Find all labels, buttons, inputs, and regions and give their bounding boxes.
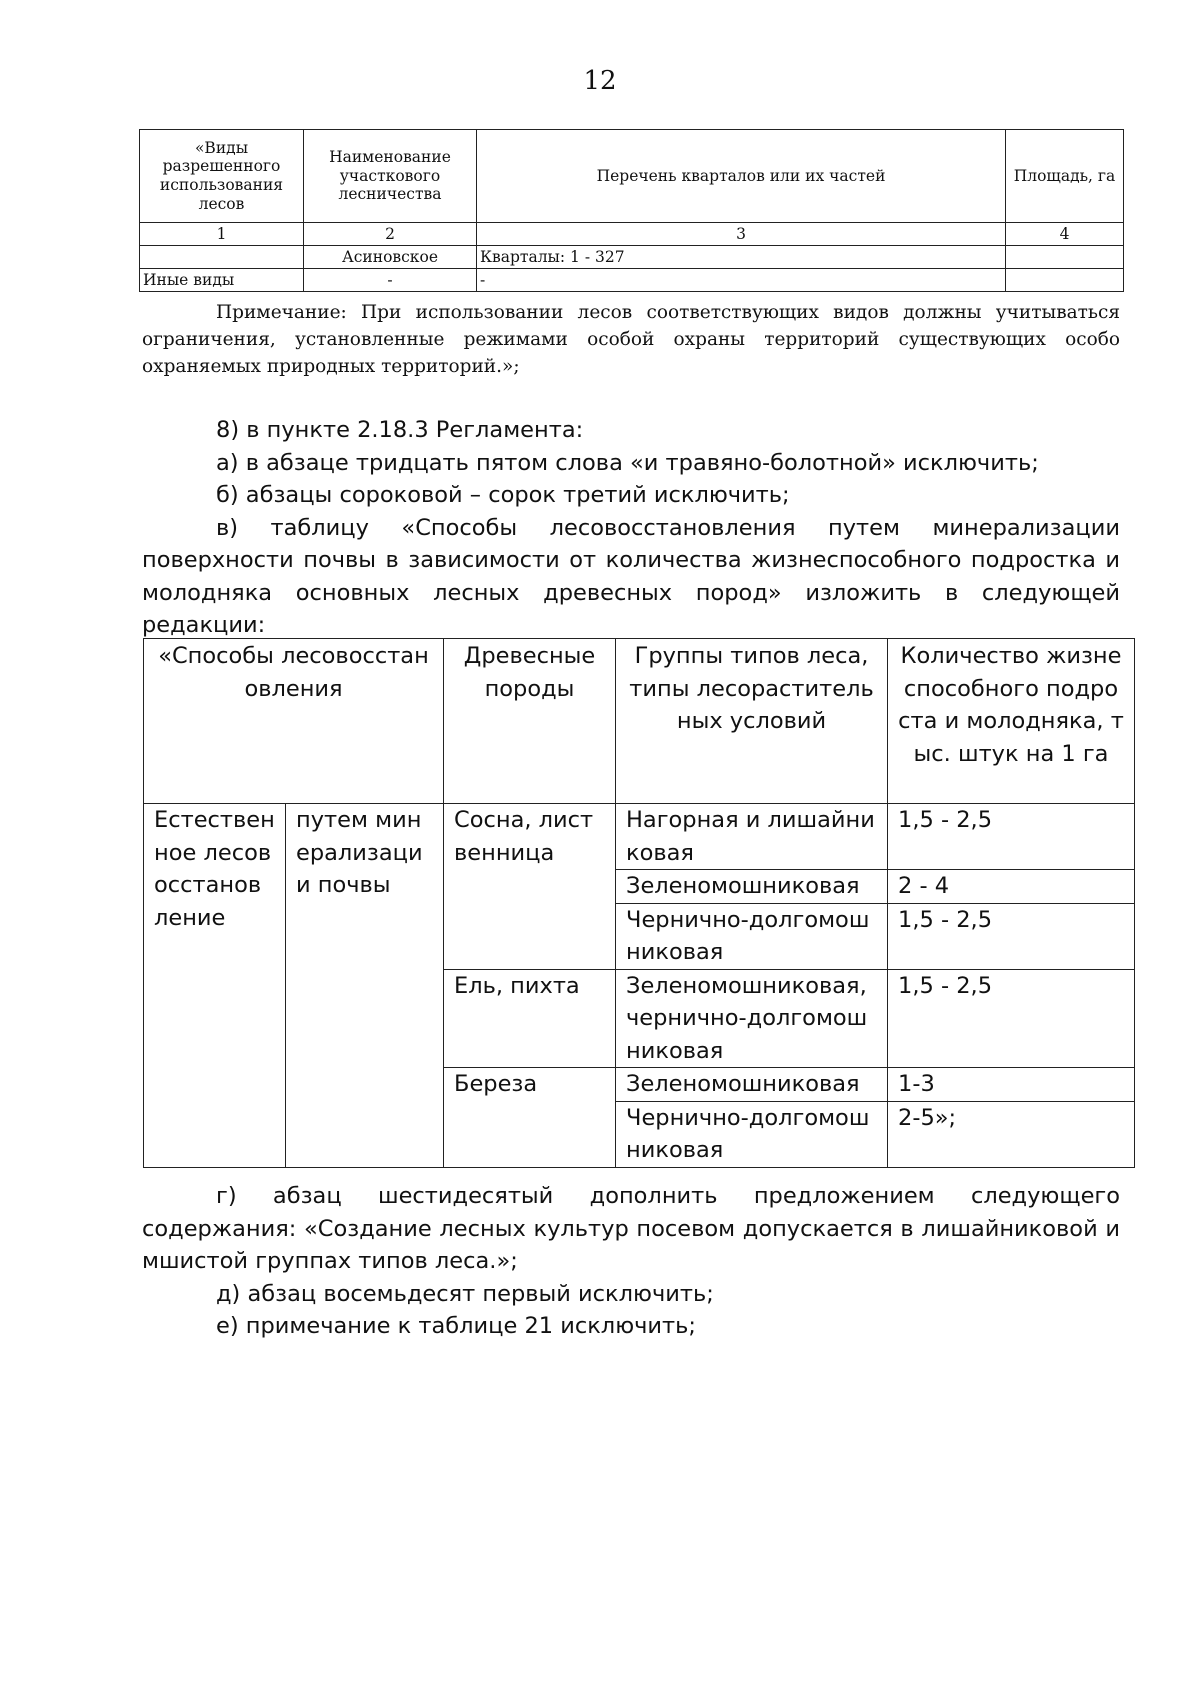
header-species: Древесные породы	[444, 639, 616, 804]
header-quantity: Количество жизнеспособного подроста и молодняка, тыс. штук на 1 га	[888, 639, 1135, 804]
quantity-cell: 1,5 - 2,5	[888, 969, 1135, 1068]
column-numbers-row	[140, 223, 1124, 246]
method-natural: Естественное лесовосстановление	[144, 804, 286, 1168]
forest-type-cell: Нагорная и лишайниковая	[616, 804, 888, 870]
quantity-cell: 1-3	[888, 1068, 1135, 1102]
paragraph-e: е) примечание к таблице 21 исключить;	[216, 1313, 696, 1339]
header-forest-types: Группы типов леса, типы лесорастительных условий	[616, 639, 888, 804]
reforestation-methods-table	[143, 638, 1135, 1168]
forest-use-table	[139, 129, 1124, 292]
paragraph-a: а) в абзаце тридцать пятом слова «и травяно-болотной» исключить;	[216, 449, 1039, 476]
paragraph-v-line1: в) таблицу «Способы лесовосстановления путем минерализации	[216, 514, 1120, 541]
table-row	[140, 269, 1124, 292]
species-cell: Береза	[444, 1068, 616, 1168]
header-methods: «Способы лесовосстановления	[144, 639, 444, 804]
table-row	[144, 804, 1135, 870]
forest-type-cell: Чернично-долгомошниковая	[616, 903, 888, 969]
table-cell: Кварталы: 1 - 327	[477, 246, 1006, 269]
header-area: Площадь, га	[1006, 130, 1124, 223]
table-header-row	[144, 639, 1135, 804]
method-mineralization: путем минерализации почвы	[286, 804, 444, 1168]
quantity-cell: 1,5 - 2,5	[888, 804, 1135, 870]
table-header-row	[140, 130, 1124, 223]
paragraph-v-line4: редакции:	[142, 612, 266, 638]
col-number: 1	[140, 223, 304, 246]
table-cell: Иные виды	[140, 269, 304, 292]
amendments-block-2	[142, 1180, 1120, 1343]
paragraph-v-line3: молодняка основных лесных древесных пород» изложить в следующей	[142, 579, 1120, 606]
paragraph-8: 8) в пункте 2.18.3 Регламента:	[216, 417, 584, 443]
table-cell: -	[304, 269, 477, 292]
forest-type-cell: Зеленомошниковая, чернично-долгомошниковая	[616, 969, 888, 1068]
page-number: 12	[583, 66, 617, 96]
quantity-cell: 2 - 4	[888, 870, 1135, 904]
table-cell: Асиновское	[304, 246, 477, 269]
forest-type-cell: Зеленомошниковая	[616, 870, 888, 904]
col-number: 2	[304, 223, 477, 246]
paragraph-b: б) абзацы сороковой – сорок третий исключить;	[216, 482, 790, 508]
species-cell: Сосна, лиственница	[444, 804, 616, 970]
paragraph-g-rest: содержания: «Создание лесных культур посевом допускается в лишайниковой и мшистой группах типов леса.»;	[142, 1215, 1120, 1274]
table-row	[140, 246, 1124, 269]
species-cell: Ель, пихта	[444, 969, 616, 1068]
paragraph-v-line2: поверхности почвы в зависимости от количества жизнеспособного подростка и	[142, 547, 1120, 573]
col-number: 4	[1006, 223, 1124, 246]
forest-type-cell: Зеленомошниковая	[616, 1068, 888, 1102]
header-use-types: «Виды разрешенного использования лесов	[140, 130, 304, 223]
header-forestry-name: Наименование участкового лесничества	[304, 130, 477, 223]
table-cell: -	[477, 269, 1006, 292]
quantity-cell: 2-5»;	[888, 1101, 1135, 1167]
amendments-block-1	[142, 414, 1120, 642]
col-number: 3	[477, 223, 1006, 246]
table-cell	[140, 246, 304, 269]
quantity-cell: 1,5 - 2,5	[888, 903, 1135, 969]
paragraph-d: д) абзац восемьдесят первый исключить;	[216, 1280, 714, 1307]
paragraph-g-line1: г) абзац шестидесятый дополнить предложением следующего	[216, 1183, 1120, 1209]
table-cell	[1006, 269, 1124, 292]
forest-type-cell: Чернично-долгомошниковая	[616, 1101, 888, 1167]
table-note: Примечание: При использовании лесов соответствующих видов должны учитываться ограничения, установленные режимами особой охраны территорий существующих особо охраняемых природных территорий.»;	[142, 302, 1120, 377]
table-cell	[1006, 246, 1124, 269]
header-quarters-list: Перечень кварталов или их частей	[477, 130, 1006, 223]
